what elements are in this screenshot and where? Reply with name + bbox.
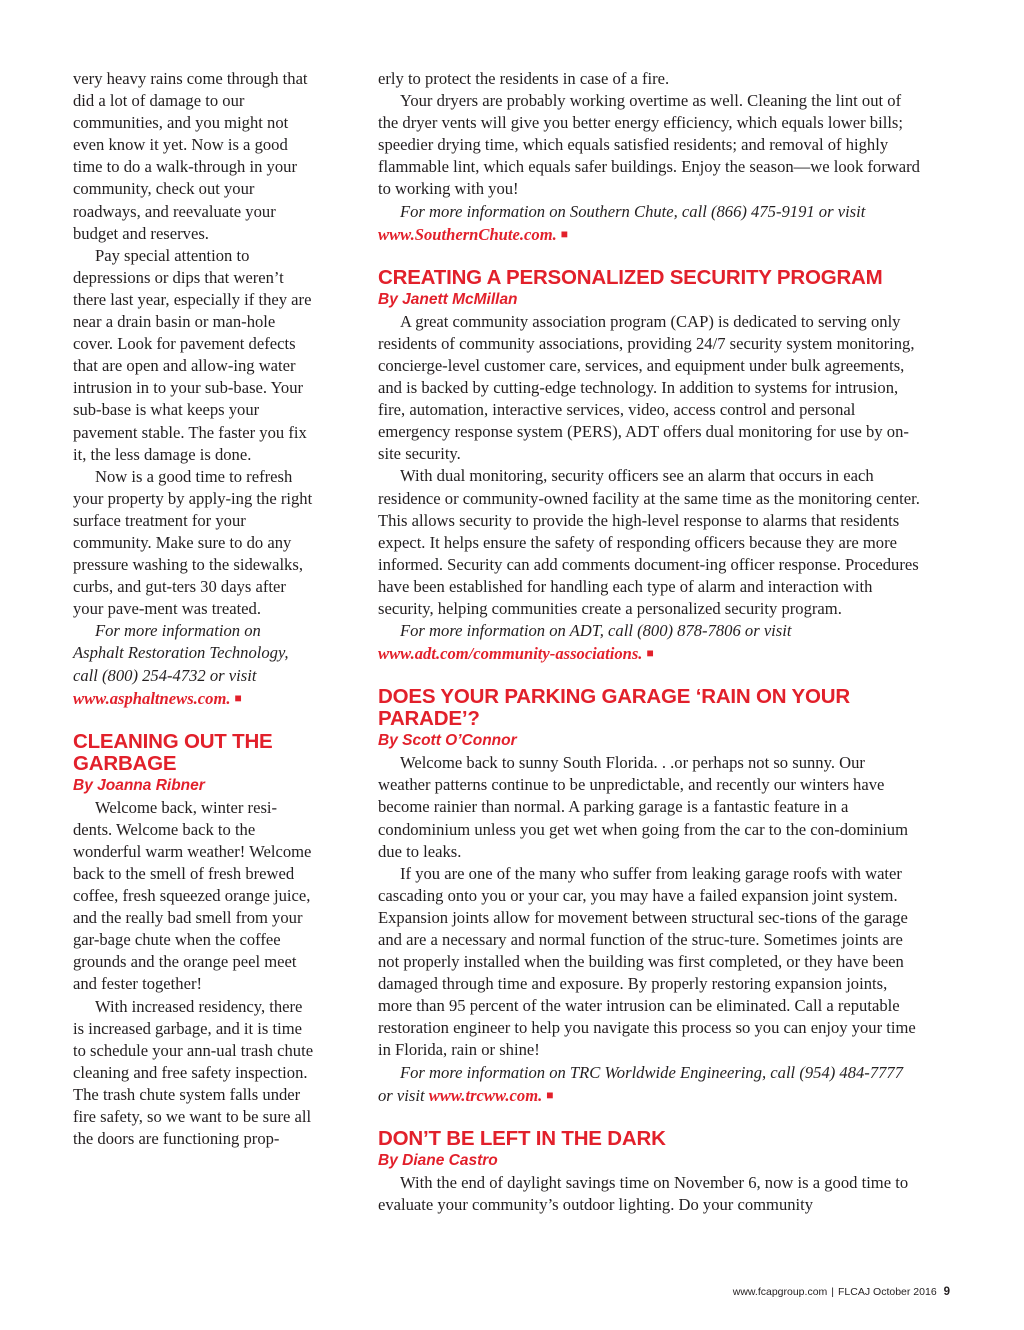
article-byline-dark: By Diane Castro [378, 1151, 498, 1169]
body-paragraph: Welcome back, winter resi-dents. Welcome back to the wonderful warm weather! Welcome back to the smell of fresh brewed coffee, fresh squeezed orange juice, and the really bad smell from your gar-bage chute when the coffee grounds and the orange peel meet and fester together! [73, 797, 312, 994]
trc-link[interactable]: www.trcww.com. [428, 1085, 543, 1105]
end-mark-icon: ■ [646, 646, 654, 661]
southern-info-note [378, 201, 920, 246]
body-paragraph: Your dryers are probably working overtime as well. Cleaning the lint out of the dryer vents will give you better energy efficiency, which equals lower bills; speedier drying time, which equals satisfied residents; and removal of highly flammable lint, which equals safer buildings. Enjoy the season—we look forward to working with you! [378, 91, 920, 199]
body-paragraph: Now is a good time to refresh your property by apply-ing the right surface treatment for your community. Make sure to do any pressure washing to the sidewalks, curbs, and gut-ters 30 days after your pave-ment was treated. [73, 466, 313, 619]
end-mark-icon: ■ [560, 226, 568, 241]
body-paragraph: With dual monitoring, security officers see an alarm that occurs in each residence or community-owned facility at the same time as the monitoring center. This allows security to provide the high-level response to alarms that residents expect. It helps ensure the safety of responding officers because they are more informed. Security can add comments document-ing officer response. Procedures have been established for handling each type of alarm and interaction with security, helping communities create a personalized security program. [378, 466, 920, 618]
info-text: For more information on ADT, call (800) 878-7806 or visit [400, 621, 792, 641]
page-number: 9 [943, 1286, 950, 1298]
article-byline-garbage: By Joanna Ribner [73, 776, 205, 794]
end-mark-icon: ■ [546, 1087, 554, 1102]
footer-website-link[interactable]: www.fcapgroup.com [732, 1286, 828, 1298]
info-text: For more information on Asphalt Restoration Technology, call (800) 254-4732 or visit [73, 621, 289, 685]
asphalt-link[interactable]: www.asphaltnews.com. [73, 688, 231, 708]
page-footer [733, 1286, 950, 1298]
footer-issue: October 2016 [873, 1286, 937, 1298]
trc-info-note [378, 1062, 920, 1107]
body-paragraph: Welcome back to sunny South Florida. . .or perhaps not so sunny. Our weather patterns continue to be unpredictable, and recently our winters have become rainier than normal. A parking garage is a fantastic feature in a condominium unless you get wet when going from the car to the con-dominium due to leaks. [378, 753, 908, 861]
info-text: For more information on Southern Chute, call (866) 475-9191 or visit [400, 201, 866, 221]
body-paragraph: Pay special attention to depressions or dips that weren’t there last year, especially if they are near a drain basin or man-hole cover. Look for pavement defects that are open and allow-ing water intrusion in to your sub-base. Your sub-base is what keeps your pavement stable. The faster you fix it, the less damage is done. [73, 245, 312, 464]
info-text: For more information on TRC Worldwide Engineering, call (954) 484-7777 or visit [378, 1062, 904, 1105]
footer-publication: FLCAJ [838, 1286, 871, 1298]
article-byline-security: By Janett McMillan [378, 290, 518, 308]
body-paragraph: very heavy rains come through that did a lot of damage to our communities, and you might not even know it yet. Now is a good time to do a walk-through in your community, check out your roadways, and reevaluate your budget and reserves. [73, 69, 308, 243]
article-byline-garage: By Scott O’Connor [378, 732, 517, 750]
body-paragraph: With the end of daylight savings time on November 6, now is a good time to evaluate your community’s outdoor lighting. Do your community [378, 1172, 909, 1214]
adt-info-note [378, 620, 920, 665]
footer-separator: | [831, 1286, 835, 1298]
southern-chute-link[interactable]: www.SouthernChute.com. [378, 224, 557, 244]
body-paragraph: erly to protect the residents in case of a fire. [378, 69, 670, 88]
body-paragraph: With increased residency, there is increased garbage, and it is time to schedule your ann-ual trash chute cleaning and free safety inspection. The trash chute system falls under fire safety, so we want to be sure all the doors are functioning prop- [73, 996, 314, 1149]
article-title-garage: DOES YOUR PARKING GARAGE ‘RAIN ON YOUR PARADE’? [378, 685, 850, 731]
article-title-garbage: CLEANING OUT THE GARBAGE [73, 729, 273, 775]
article-title-security: CREATING A PERSONALIZED SECURITY PROGRAM [378, 265, 883, 289]
body-paragraph: A great community association program (CAP) is dedicated to serving only residents of community associations, providing 24/7 security system monitoring, concierge-level customer care, services, and equipment under bulk agreements, and is backed by cutting-edge technology. In addition to systems for intrusion, fire, automation, interactive services, video, access control and personal emergency response system (PERS), ADT offers dual monitoring for use by on-site security. [378, 311, 915, 464]
body-paragraph: If you are one of the many who suffer from leaking garage roofs with water cascading onto you or your car, you may have a failed expansion joint system. Expansion joints allow for movement between structural sec-tions of the garage and are a necessary and normal function of the struc-ture. Sometimes joints are not properly installed when the building was first completed, or they have been damaged through time and exposure. By properly restoring expansion joints, more than 95 percent of the water intrusion can be eliminated. Call a reputable restoration engineer to help you navigate this process so you can enjoy your time in Florida, rain or shine! [378, 863, 916, 1060]
asphalt-info-note [73, 620, 315, 709]
article-title-dark: DON’T BE LEFT IN THE DARK [378, 1126, 666, 1150]
right-column [378, 68, 920, 1216]
end-mark-icon: ■ [234, 690, 242, 705]
adt-link[interactable]: www.adt.com/community-associations. [378, 644, 643, 664]
left-column [73, 68, 315, 1150]
